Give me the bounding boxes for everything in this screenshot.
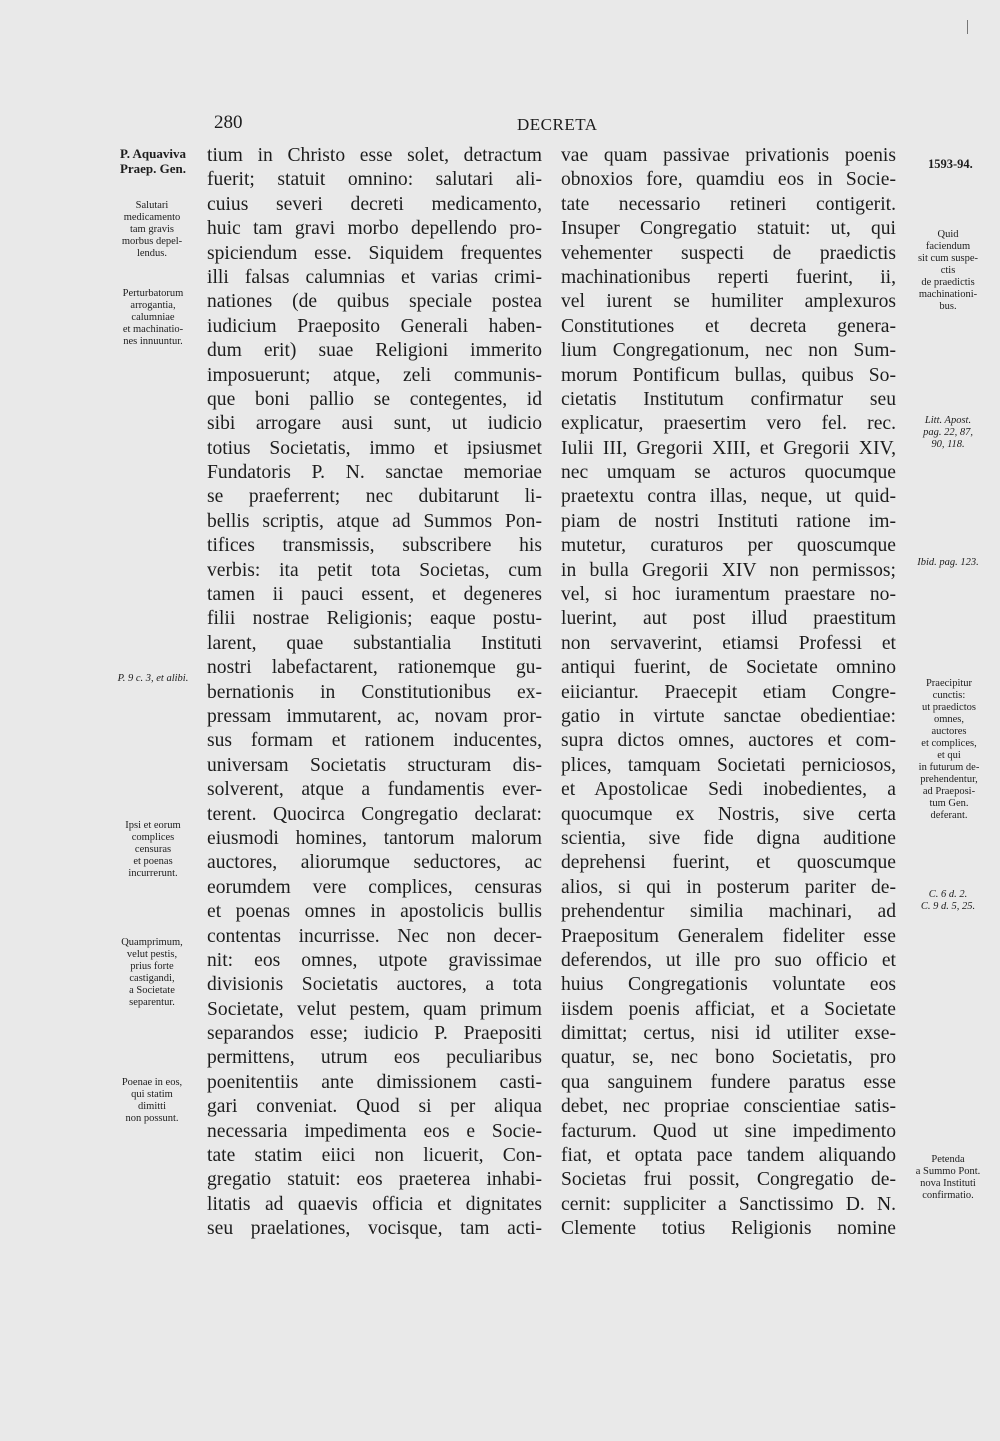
text-line: et Apostolicae Sedi inobedientes, a <box>561 779 896 801</box>
text-line: vel iurent se humiliter amplexuros <box>561 291 896 313</box>
text-line: necessaria impedimenta eos e Socie- <box>207 1120 542 1142</box>
text-line: fiat, et optata pace tandem aliquando <box>561 1145 896 1167</box>
text-line: Societas frui possit, Congregatio de- <box>561 1169 896 1191</box>
text-line: eorumdem vere complices, censuras <box>207 876 542 898</box>
text-line: scientia, sive fide digna auditione <box>561 827 896 849</box>
margin-note-praecipitur: Praecipitur cunctis: ut praedictos omnes, auctores et complices, et qui in futurum de- prehendentur, ad Praeposi- tum Gen. deferant. <box>918 678 980 821</box>
text-line: supra dictos omnes, auctores et com- <box>561 730 896 752</box>
text-line: illi falsas calumnias et varias crimi- <box>207 266 542 288</box>
text-line: terent. Quocirca Congregatio declarat: <box>207 803 542 825</box>
text-line: quocumque ex Nostris, sive certa <box>561 803 896 825</box>
text-line: iisdem poenis afficiat, et a Societate <box>561 998 896 1020</box>
text-line: piam de nostri Instituti ratione im- <box>561 510 896 532</box>
text-line: se praeferrent; nec dubitarunt li- <box>207 486 542 508</box>
text-line: eiiciantur. Praecepit etiam Congre- <box>561 681 896 703</box>
text-line: verbis: ita petit tota Societas, cum <box>207 559 542 581</box>
text-line: dimittat; certus, nisi id utiliter exse- <box>561 1023 896 1045</box>
text-line: gatio in virtute sanctae obedientiae: <box>561 705 896 727</box>
text-line: vae quam passivae privationis poenis <box>561 145 896 166</box>
text-line: eiusmodi homines, tantorum malorum <box>207 827 542 849</box>
text-line: antiqui fuerint, de Societate omnino <box>561 657 896 679</box>
text-line: tifices transmissis, subscribere his <box>207 535 542 557</box>
text-line: solverent, atque a fundamentis ever- <box>207 779 542 801</box>
text-line: divisionis Societatis auctores, a tota <box>207 974 542 996</box>
text-line: explicatur, praesertim vero fel. rec. <box>561 413 896 435</box>
year-note: 1593-94. <box>928 157 973 171</box>
text-line: qua sanguinem fundere paratus esse <box>561 1071 896 1093</box>
margin-note-salutari: Salutari medicamento tam gravis morbus depel- lendus. <box>121 200 183 259</box>
text-line: contentas incurrisse. Nec non decer- <box>207 925 542 947</box>
text-line: et poenas omnes in apostolicis bullis <box>207 901 542 923</box>
text-line: filii nostrae Religionis; eaque postu- <box>207 608 542 630</box>
text-line: dum erit) suae Religioni immerito <box>207 340 542 362</box>
text-line: vehementer suspecti de praedictis <box>561 242 896 264</box>
text-line: seu praelationes, vocisque, tam acti- <box>207 1218 542 1240</box>
running-title: DECRETA <box>517 115 598 134</box>
text-line: Praepositum Generalem fideliter esse <box>561 925 896 947</box>
text-line: luerint, aut post illud praestitum <box>561 608 896 630</box>
text-line: nostri labefactarent, rationemque gu- <box>207 657 542 679</box>
text-line: pressam immutarent, ac, novam pror- <box>207 705 542 727</box>
text-line: iudicium Praeposito Generali haben- <box>207 315 542 337</box>
text-line: bernationis in Constitutionibus ex- <box>207 681 542 703</box>
margin-note-litt: Litt. Apost. pag. 22, 87, 90, 118. <box>923 415 973 450</box>
text-line: lium Congregationum, nec non Sum- <box>561 340 896 362</box>
text-line: poenitentiis ante dimissionem casti- <box>207 1071 542 1093</box>
left-text-column <box>207 144 542 1242</box>
margin-note-author: P. Aquaviva Praep. Gen. <box>119 146 187 176</box>
text-line: cernit: suppliciter a Sanctissimo D. N. <box>561 1193 896 1215</box>
text-line: gari conveniat. Quod si per aliqua <box>207 1096 542 1118</box>
text-line: fuerit; statuit omnino: salutari ali- <box>207 169 542 191</box>
text-line: nationes (de quibus speciale postea <box>207 291 542 313</box>
text-line: imposuerunt; atque, zeli communis- <box>207 364 542 386</box>
text-line: deferendos, ut ille pro suo officio et <box>561 949 896 971</box>
page-edge-mark <box>967 20 971 34</box>
text-line: tamen ii pauci essent, et degeneres <box>207 584 542 606</box>
text-line: Societate, velut pestem, quam primum <box>207 998 542 1020</box>
margin-note-ibid: Ibid. pag. 123. <box>917 557 979 568</box>
page-number: 280 <box>214 112 243 133</box>
text-line: alios, si qui in posterum pariter de- <box>561 876 896 898</box>
text-line: morum Pontificum bullas, quibus So- <box>561 364 896 386</box>
text-line: quatur, se, nec bono Societatis, pro <box>561 1047 896 1069</box>
text-line: Clemente totius Religionis nomine <box>561 1218 896 1240</box>
text-line: auctores, aliorumque seductores, ac <box>207 852 542 874</box>
margin-note-ipsi: Ipsi et eorum complices censuras et poenas incurrerunt. <box>125 820 181 879</box>
text-line: plices, tamquam Societati perniciosos, <box>561 754 896 776</box>
text-line: nec umquam se acturos quocumque <box>561 462 896 484</box>
text-line: nit: eos omnes, utpote gravissimae <box>207 949 542 971</box>
text-line: Fundatoris P. N. sanctae memoriae <box>207 462 542 484</box>
text-line: debet, nec propriae conscientiae satis- <box>561 1096 896 1118</box>
text-line: Constitutiones et decreta genera- <box>561 315 896 337</box>
text-line: mutetur, curaturos per quoscumque <box>561 535 896 557</box>
text-line: tate statim eiici non licuerit, Con- <box>207 1145 542 1167</box>
text-line: bellis scriptis, atque ad Summos Pon- <box>207 510 542 532</box>
text-line: sibi arrogare ausi sunt, ut iudicio <box>207 413 542 435</box>
margin-note-quamprimum: Quamprimum, velut pestis, prius forte castigandi, a Societate separentur. <box>121 937 183 1008</box>
text-line: praetextu contra illas, neque, ut quid- <box>561 486 896 508</box>
text-line: in bulla Gregorii XIV non permissos; <box>561 559 896 581</box>
text-line: sus formam et rationem inducentes, <box>207 730 542 752</box>
margin-note-poenae: Poenae in eos, qui statim dimitti non possunt. <box>121 1077 183 1124</box>
text-line: universam Societatis structuram dis- <box>207 754 542 776</box>
text-line: machinationibus reperti fuerint, ii, <box>561 266 896 288</box>
text-line: gregatio statuit: eos praeterea inhabi- <box>207 1169 542 1191</box>
text-line: totius Societatis, immo et ipsiusmet <box>207 437 542 459</box>
text-line: Iulii III, Gregorii XIII, et Gregorii XIV, <box>561 437 896 459</box>
right-text-column <box>561 144 896 1242</box>
text-line: permittens, utrum eos peculiaribus <box>207 1047 542 1069</box>
text-line: Insuper Congregatio statuit: ut, qui <box>561 218 896 240</box>
margin-note-reference: P. 9 c. 3, et alibi. <box>117 673 189 684</box>
text-line: prehendentur similia machinari, ad <box>561 901 896 923</box>
text-line: tium in Christo esse solet, detractum <box>207 145 542 166</box>
margin-note-quid: Quid faciendum sit cum suspe- ctis de praedictis machinationi- bus. <box>917 229 979 312</box>
text-line: facturum. Quod ut sine impedimento <box>561 1120 896 1142</box>
text-line: cuius severi decreti medicamento, <box>207 193 542 215</box>
text-line: larent, quae substantialia Instituti <box>207 632 542 654</box>
text-line: obnoxios fore, quamdiu eos in Socie- <box>561 169 896 191</box>
margin-note-petenda: Petenda a Summo Pont. nova Instituti confirmatio. <box>915 1154 981 1201</box>
margin-note-constitutions: C. 6 d. 2. C. 9 d. 5, 25. <box>920 889 976 912</box>
text-line: cietatis Institutum confirmatur seu <box>561 388 896 410</box>
text-line: vel, si hoc iuramentum praestare no- <box>561 584 896 606</box>
text-line: tate necessario retineri contigerit. <box>561 193 896 215</box>
text-line: separandos esse; iudicio P. Praepositi <box>207 1023 542 1045</box>
text-line: non servaverint, etiamsi Professi et <box>561 632 896 654</box>
text-line: que boni pallio se contegentes, id <box>207 388 542 410</box>
text-line: litatis ad quaevis officia et dignitates <box>207 1193 542 1215</box>
text-line: spiciendum esse. Siquidem frequentes <box>207 242 542 264</box>
text-line: deprehensi fuerint, et quoscumque <box>561 852 896 874</box>
margin-note-perturbatorum: Perturbatorum arrogantia, calumniae et machinatio- nes innuuntur. <box>122 288 184 347</box>
text-line: huic tam gravi morbo depellendo pro- <box>207 218 542 240</box>
text-line: huius Congregationis voluntate eos <box>561 974 896 996</box>
